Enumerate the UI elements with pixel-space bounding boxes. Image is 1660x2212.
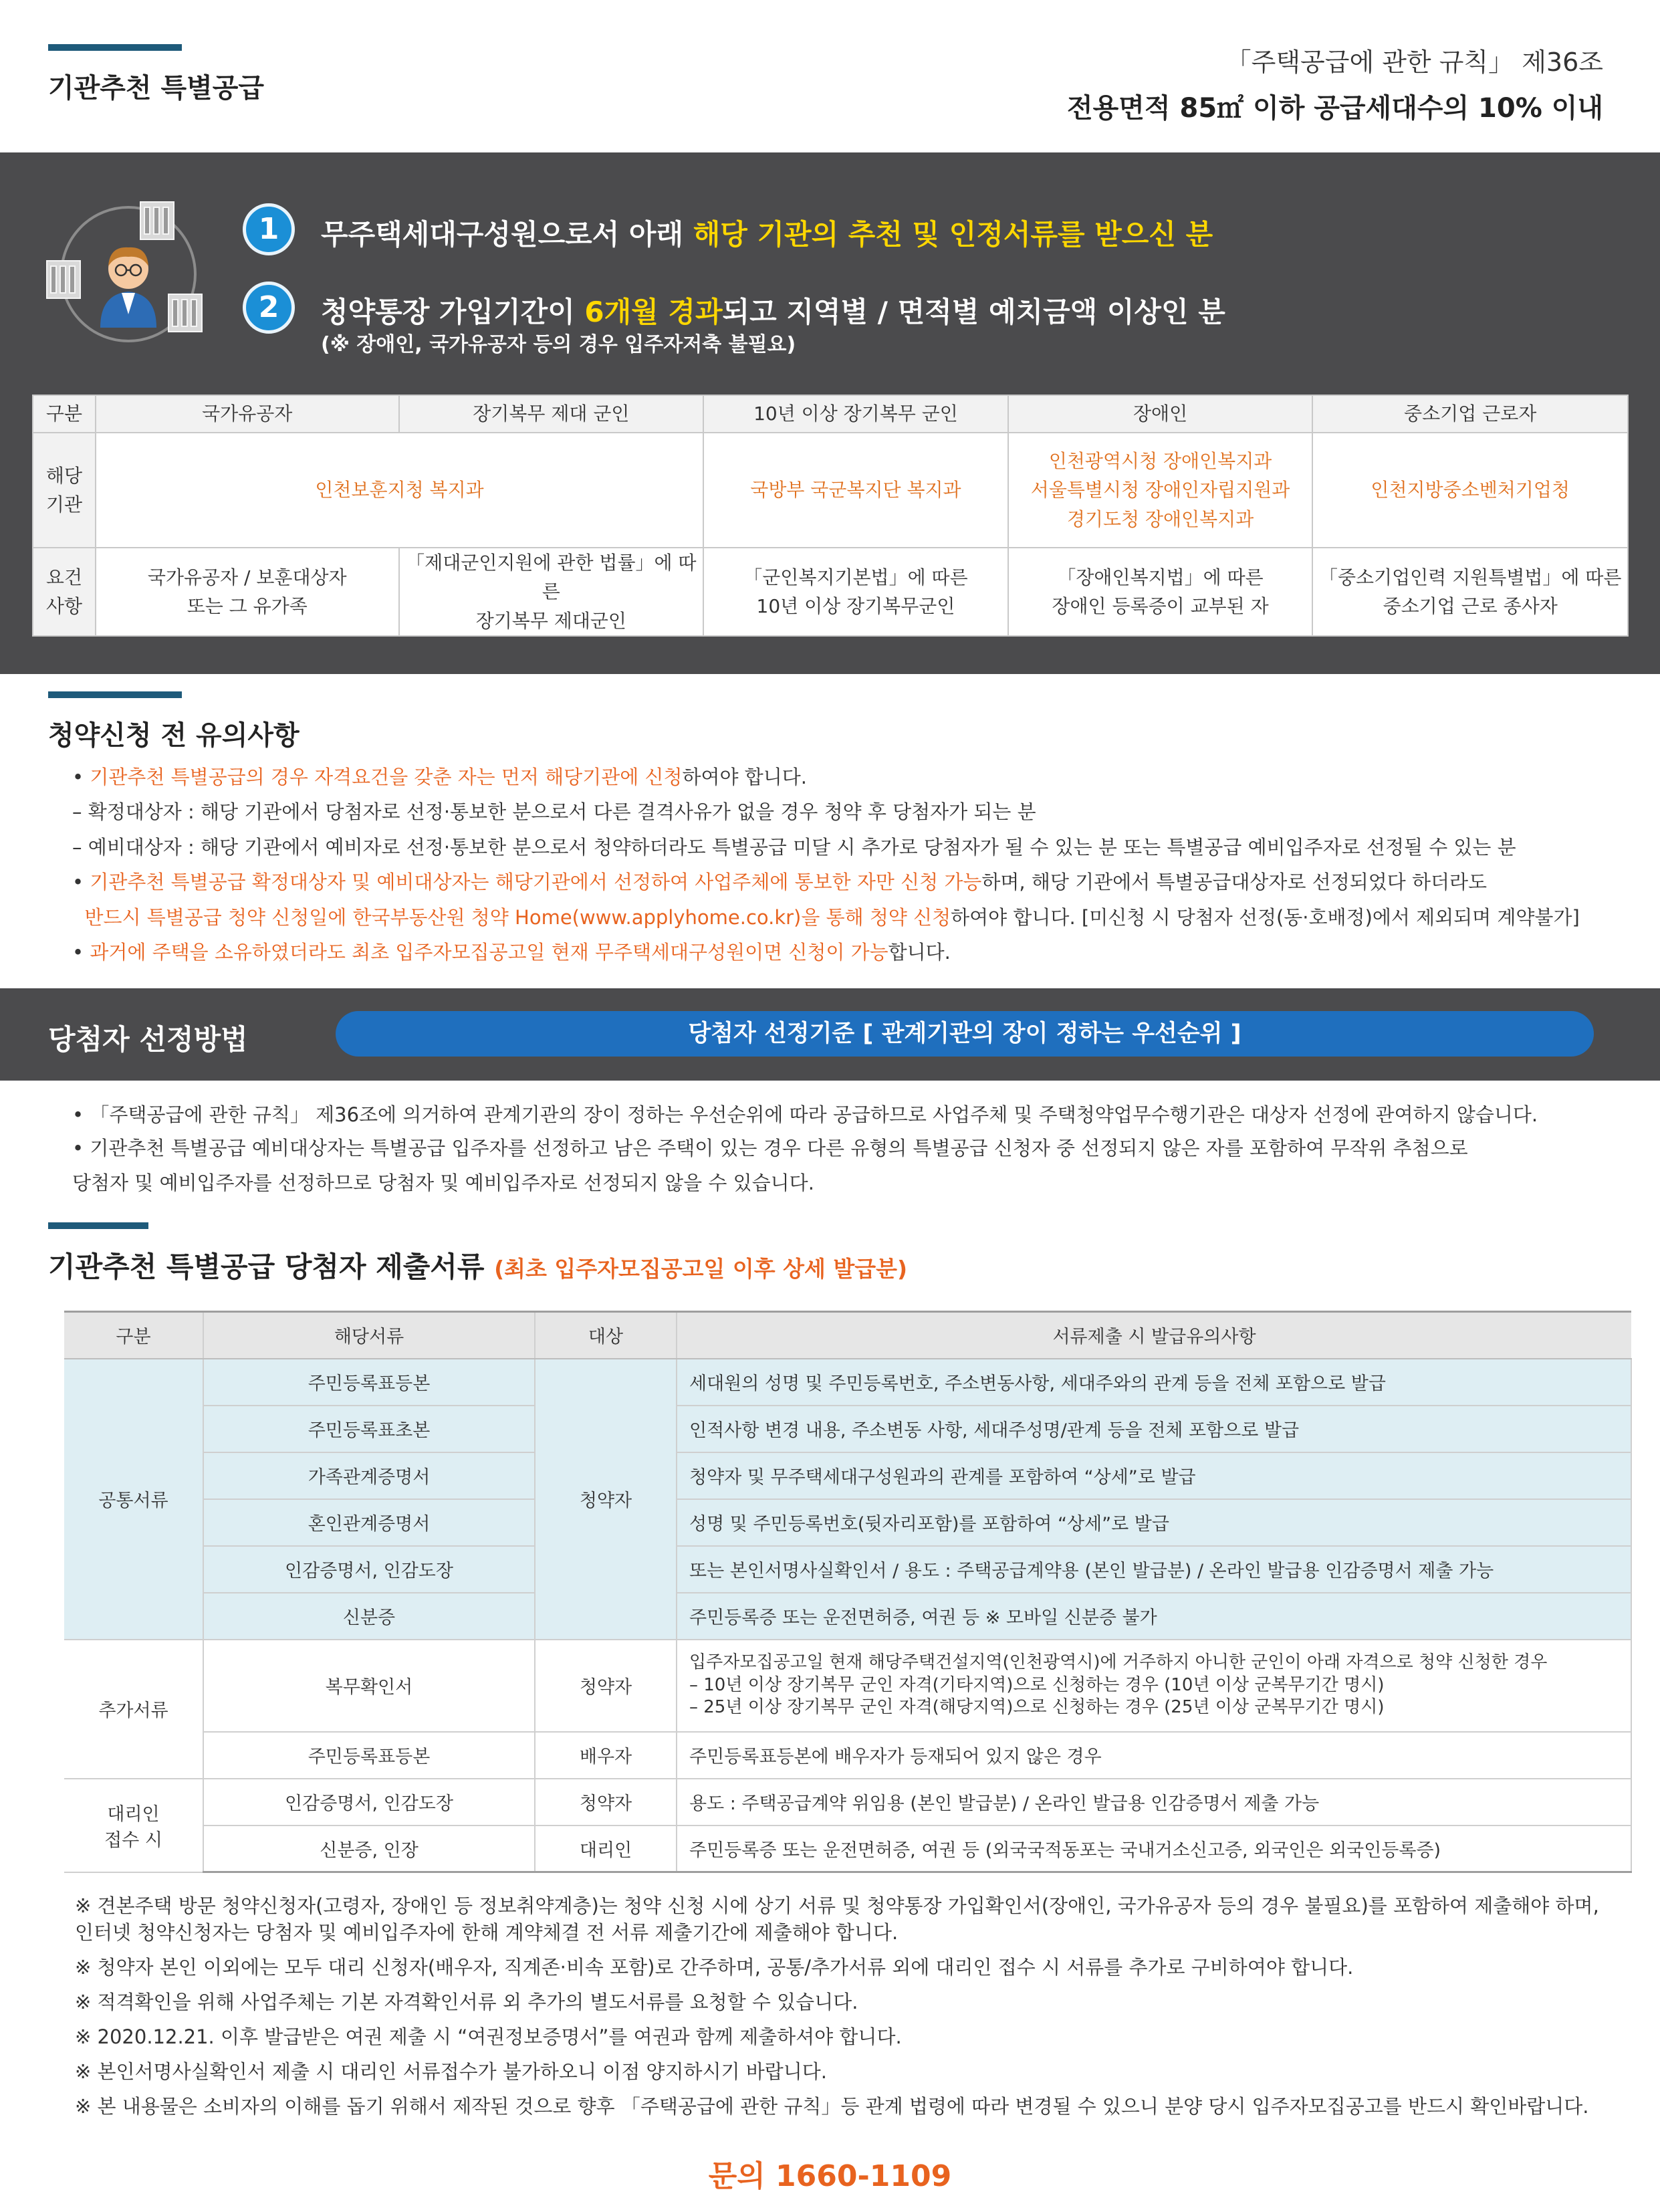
note-highlight: 기관추천 특별공급 확정대상자 및 예비대상자는 해당기관에서 선정하여 사업주체에 통보한 자만 신청 가능 xyxy=(90,871,982,893)
note-line xyxy=(72,762,807,790)
doc-name: 주민등록표초본 xyxy=(203,1406,535,1452)
table-row xyxy=(64,1499,1631,1546)
doc-note: 주민등록증 또는 운전면허증, 여권 등 (외국국적동포는 국내거소신고증, 외국인은 외국인등록증) xyxy=(677,1826,1631,1872)
requirement-row xyxy=(33,548,1628,636)
category-proxy xyxy=(64,1779,203,1872)
note-text: • xyxy=(72,941,90,964)
selection-line: • 「주택공급에 관한 규칙」 제36조에 의거하여 관계기관의 장이 정하는 우선순위에 따라 공급하므로 사업주체 및 주택청약업무수행기관은 대상자 선정에 관여하지 않습니다. xyxy=(72,1103,1538,1126)
doc-note: 세대원의 성명 및 주민등록번호, 주소변동사항, 세대주와의 관계 등을 전체 포함으로 발급 xyxy=(677,1359,1631,1406)
doc-note-line: 입주자모집공고일 현재 해당주택건설지역(인천광역시)에 거주하지 아니한 군인이 아래 자격으로 청약 신청한 경우 xyxy=(689,1652,1548,1672)
requirement-cell: 「제대군인지원에 관한 법률」에 따른 장기복무 제대군인 xyxy=(399,548,704,636)
criterion-1-text: 무주택세대구성원으로서 아래 xyxy=(321,218,693,251)
footnote: ※ 견본주택 방문 청약신청자(고령자, 장애인 등 정보취약계층)는 청약 신청 시에 상기 서류 및 청약통장 가입확인서(장애인, 국가유공자 등의 경우 불필요)를 포함하여 제출해야 하며, xyxy=(75,1894,1599,1917)
table-header-cell: 국가유공자 xyxy=(96,395,399,433)
doc-target: 청약자 xyxy=(535,1359,677,1640)
row-label-line: 기관 xyxy=(45,493,83,516)
documents-table xyxy=(64,1311,1632,1873)
criterion-number-1: 1 xyxy=(243,203,295,255)
selection-title: 당첨자 선정방법 xyxy=(48,1023,248,1056)
rule-reference: 「주택공급에 관한 규칙」 제36조 xyxy=(1225,47,1603,77)
building-icon xyxy=(140,202,174,239)
doc-note-line: – 10년 이상 장기복무 군인 자격(기타지역)으로 신청하는 경우 (10년 이상 군복무기간 명시) xyxy=(689,1674,1385,1695)
table-header-cell: 중소기업 근로자 xyxy=(1312,395,1628,433)
requirement-cell: 「장애인복지법」에 따른 장애인 등록증이 교부된 자 xyxy=(1008,548,1313,636)
footnote: ※ 청약자 본인 이외에는 모두 대리 신청자(배우자, 직계존·비속 포함)로 간주하며, 공통/추가서류 외에 대리인 접수 시 서류를 추가로 구비하여야 합니다. xyxy=(75,1956,1354,1979)
doc-name: 혼인관계증명서 xyxy=(203,1499,535,1546)
criterion-number-2: 2 xyxy=(243,282,295,334)
criterion-1 xyxy=(321,213,1213,253)
note-text xyxy=(72,906,84,929)
doc-name: 신분증, 인장 xyxy=(203,1826,535,1872)
note-line xyxy=(72,937,951,965)
doc-target: 청약자 xyxy=(535,1640,677,1732)
criterion-2-highlight: 6개월 경과 xyxy=(584,296,723,328)
note-line xyxy=(72,797,1036,824)
table-row xyxy=(64,1826,1631,1872)
table-header-cell: 장기복무 제대 군인 xyxy=(399,395,704,433)
agency-cell: 국방부 국군복지단 복지과 xyxy=(703,433,1008,548)
note-line xyxy=(72,903,1580,930)
footnote: ※ 적격확인을 위해 사업주체는 기본 자격확인서류 외 추가의 별도서류를 요청할 수 있습니다. xyxy=(75,1991,858,2013)
table-header-cell: 10년 이상 장기복무 군인 xyxy=(703,395,1008,433)
docs-title-text: 기관추천 특별공급 당첨자 제출서류 xyxy=(48,1250,485,1283)
notes-title: 청약신청 전 유의사항 xyxy=(48,720,300,751)
table-row xyxy=(64,1406,1631,1452)
row-label-requirement xyxy=(33,548,96,636)
doc-note: 주민등록표등본에 배우자가 등재되어 있지 않은 경우 xyxy=(677,1732,1631,1779)
doc-name: 인감증명서, 인감도장 xyxy=(203,1779,535,1826)
criterion-2-text: 청약통장 가입기간이 xyxy=(321,296,585,328)
category-line: 접수 시 xyxy=(104,1830,162,1851)
criterion-2-text-end: 되고 지역별 / 면적별 예치금액 이상인 분 xyxy=(722,296,1225,328)
note-text: • xyxy=(72,766,90,788)
criterion-2 xyxy=(321,290,1225,330)
table-header-cell: 서류제출 시 발급유의사항 xyxy=(677,1312,1631,1359)
doc-name: 주민등록표등본 xyxy=(203,1732,535,1779)
table-row xyxy=(64,1732,1631,1779)
row-label-line: 요건 xyxy=(45,566,83,588)
footnote: ※ 본인서명사실확인서 제출 시 대리인 서류접수가 불가하오니 이점 양지하시기 바랍니다. xyxy=(75,2060,827,2083)
table-row xyxy=(64,1359,1631,1406)
requirement-cell: 「군인복지기본법」에 따른 10년 이상 장기복무군인 xyxy=(703,548,1008,636)
note-highlight: 기관추천 특별공급의 경우 자격요건을 갖춘 자는 먼저 해당기관에 신청 xyxy=(90,766,683,788)
doc-note xyxy=(677,1640,1631,1732)
docs-title xyxy=(48,1245,907,1285)
doc-note: 용도 : 주택공급계약 위임용 (본인 발급분) / 온라인 발급용 인감증명서 제출 가능 xyxy=(677,1779,1631,1826)
table-row xyxy=(64,1779,1631,1826)
page-title: 기관추천 특별공급 xyxy=(48,73,265,104)
docs-table-header xyxy=(64,1312,1631,1359)
doc-name: 신분증 xyxy=(203,1593,535,1640)
agency-recommendation-illustration xyxy=(41,194,215,354)
doc-target: 청약자 xyxy=(535,1779,677,1826)
category-extra: 추가서류 xyxy=(64,1640,203,1779)
requirement-cell: 국가유공자 / 보훈대상자 또는 그 유가족 xyxy=(96,548,399,636)
doc-target: 배우자 xyxy=(535,1732,677,1779)
selection-criteria-pill: 당첨자 선정기준 [ 관계기관의 장이 정하는 우선순위 ] xyxy=(336,1011,1594,1057)
table-header-cell: 구분 xyxy=(33,395,96,433)
footnote: ※ 2020.12.21. 이후 발급받은 여권 제출 시 “여권정보증명서”를 여권과 함께 제출하셔야 합니다. xyxy=(75,2025,902,2048)
note-line xyxy=(72,867,1487,895)
note-text: – 확정대상자 : 해당 기관에서 당첨자로 선정·통보한 분으로서 다른 결격사유가 없을 경우 청약 후 당첨자가 되는 분 xyxy=(72,800,1036,823)
table-row xyxy=(64,1640,1631,1732)
row-label-line: 사항 xyxy=(45,595,83,618)
table-row xyxy=(64,1593,1631,1640)
agency-cell: 인천광역시청 장애인복지과 서울특별시청 장애인자립지원과 경기도청 장애인복지과 xyxy=(1008,433,1313,548)
doc-note: 인적사항 변경 내용, 주소변동 사항, 세대주성명/관계 등을 전체 포함으로 발급 xyxy=(677,1406,1631,1452)
doc-note: 성명 및 주민등록번호(뒷자리포함)를 포함하여 “상세”로 발급 xyxy=(677,1499,1631,1546)
header-accent-bar xyxy=(48,44,182,51)
building-icon xyxy=(47,261,80,298)
requirement-cell: 「중소기업인력 지원특별법」에 따른 중소기업 근로 종사자 xyxy=(1312,548,1628,636)
supply-limit: 전용면적 85㎡ 이하 공급세대수의 10% 이내 xyxy=(1067,93,1603,124)
docs-accent-bar xyxy=(48,1222,148,1229)
row-label-line: 해당 xyxy=(45,464,83,487)
criterion-1-highlight: 해당 기관의 추천 및 인정서류를 받으신 분 xyxy=(693,218,1213,251)
doc-name: 복무확인서 xyxy=(203,1640,535,1732)
contact-phone: 문의 1660-1109 xyxy=(708,2159,952,2193)
doc-note: 또는 본인서명사실확인서 / 용도 : 주택공급계약용 (본인 발급분) / 온라인 발급용 인감증명서 제출 가능 xyxy=(677,1546,1631,1593)
notes-accent-bar xyxy=(48,691,182,698)
footnote: ※ 본 내용물은 소비자의 이해를 돕기 위해서 제작된 것으로 향후 「주택공급에 관한 규칙」등 관계 법령에 따라 변경될 수 있으니 분양 당시 입주자모집공고를 반드시 확인바랍니다. xyxy=(75,2095,1589,2118)
table-header-cell: 해당서류 xyxy=(203,1312,535,1359)
person-icon xyxy=(100,247,156,328)
agency-table-header xyxy=(33,395,1628,433)
doc-target: 대리인 xyxy=(535,1826,677,1872)
doc-name: 가족관계증명서 xyxy=(203,1452,535,1499)
agency-table xyxy=(32,395,1629,637)
note-text: – 예비대상자 : 해당 기관에서 예비자로 선정·통보한 분으로서 청약하더라도 특별공급 미달 시 추가로 당첨자가 될 수 있는 분 또는 특별공급 예비입주자로 선정될 수 있는 분 xyxy=(72,836,1516,859)
criterion-2-note: (※ 장애인, 국가유공자 등의 경우 입주자저축 불필요) xyxy=(321,333,796,356)
table-row xyxy=(64,1546,1631,1593)
category-common: 공통서류 xyxy=(64,1359,203,1640)
agency-row xyxy=(33,433,1628,548)
note-text: • xyxy=(72,871,90,893)
note-highlight: 반드시 특별공급 청약 신청일에 한국부동산원 청약 Home(www.applyhome.co.kr)을 통해 청약 신청 xyxy=(84,906,951,929)
selection-line: • 기관추천 특별공급 예비대상자는 특별공급 입주자를 선정하고 남은 주택이 있는 경우 다른 유형의 특별공급 신청자 중 선정되지 않은 자를 포함하여 무작위 추첨으로 xyxy=(72,1137,1468,1159)
row-label-agency xyxy=(33,433,96,548)
note-highlight: 과거에 주택을 소유하였더라도 최초 입주자모집공고일 현재 무주택세대구성원이면 신청이 가능 xyxy=(90,941,888,964)
doc-name: 인감증명서, 인감도장 xyxy=(203,1546,535,1593)
table-row xyxy=(64,1452,1631,1499)
category-line: 대리인 xyxy=(107,1803,160,1825)
doc-note: 청약자 및 무주택세대구성원과의 관계를 포함하여 “상세”로 발급 xyxy=(677,1452,1631,1499)
note-text: 하여야 합니다. xyxy=(682,766,808,788)
doc-name: 주민등록표등본 xyxy=(203,1359,535,1406)
agency-cell: 인천지방중소벤처기업청 xyxy=(1312,433,1628,548)
note-line xyxy=(72,833,1516,860)
docs-subtitle: (최초 입주자모집공고일 이후 상세 발급분) xyxy=(494,1256,908,1282)
footnote: 인터넷 청약신청자는 당첨자 및 예비입주자에 한해 계약체결 전 서류 제출기간에 제출해야 합니다. xyxy=(75,1921,899,1944)
agency-cell: 인천보훈지청 복지과 xyxy=(96,433,703,548)
note-text: 하며, 해당 기관에서 특별공급대상자로 선정되었다 하더라도 xyxy=(981,871,1488,893)
doc-note-line: – 25년 이상 장기복무 군인 자격(해당지역)으로 신청하는 경우 (25년 이상 군복무기간 명시) xyxy=(689,1697,1385,1718)
building-icon xyxy=(168,294,202,332)
doc-note: 주민등록증 또는 운전면허증, 여권 등 ※ 모바일 신분증 불가 xyxy=(677,1593,1631,1640)
note-text: 합니다. xyxy=(888,941,951,964)
table-header-cell: 대상 xyxy=(535,1312,677,1359)
selection-line: 당첨자 및 예비입주자를 선정하므로 당첨자 및 예비입주자로 선정되지 않을 수 있습니다. xyxy=(72,1172,814,1194)
note-text: 하여야 합니다. [미신청 시 당첨자 선정(동·호배정)에서 제외되며 계약불가] xyxy=(951,906,1580,929)
table-header-cell: 장애인 xyxy=(1008,395,1313,433)
table-header-cell: 구분 xyxy=(64,1312,203,1359)
